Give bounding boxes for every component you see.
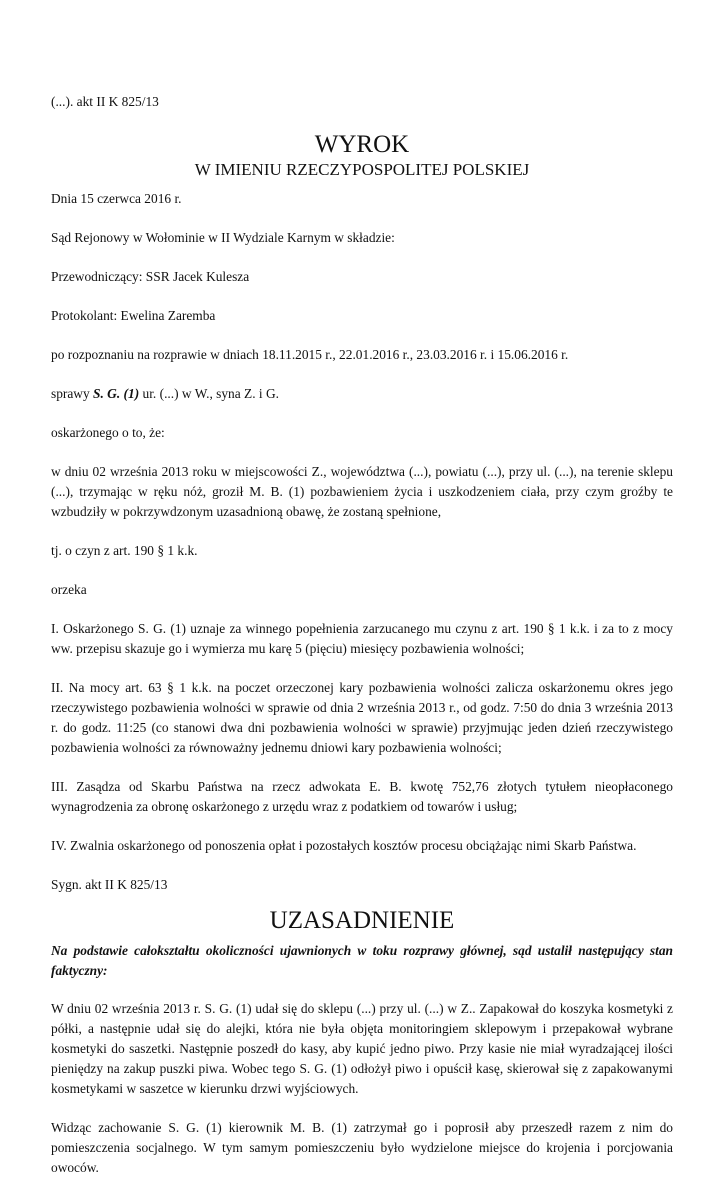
article-line: tj. o czyn z art. 190 § 1 k.k.: [51, 543, 198, 558]
case-suffix: ur. (...) w W., syna Z. i G.: [139, 386, 280, 401]
charge-text: w dniu 02 września 2013 roku w miejscowości Z., województwa (...), powiatu (...), przy ul. (...), na terenie sklepu (...), trzymając w ręku nóż, groził M. B. (1) pozbawieniem życia i uszkodzeniem ciała, przy czym groźby te wzbudziły w pokrzywdzonym uzasadnioną obawę, że zostaną spełnione,: [51, 464, 673, 519]
justification-title: UZASADNIENIE: [269, 907, 455, 934]
ruling-point: II. Na mocy art. 63 § 1 k.k. na poczet orzeczonej kary pozbawienia wolności zalicza oskarżonemu okres jego rzeczywistego pozbawienia wolności w sprawie od dnia 2 września 2013 r., od godz. 7:50 do dnia 3 września 2013 r. do godz. 11:25 (co stanowi dwa dni pozbawienia wolności w sprawie) przyjmując jeden dzień rzeczywistego pozbawienia wolności za równoważny jednemu dniowi kary pozbawienia wolności;: [51, 680, 673, 755]
judgment-date: Dnia 15 czerwca 2016 r.: [51, 191, 182, 206]
document-page: [51, 92, 673, 1178]
accused-name: S. G. (1): [93, 386, 140, 401]
judgment-title: WYROK: [314, 131, 410, 158]
justification-intro: Na podstawie całokształtu okoliczności ujawnionych w toku rozprawy głównej, sąd ustalił następujący stan faktyczny:: [51, 943, 673, 978]
justification-paragraph: W dniu 02 września 2013 r. S. G. (1) udał się do sklepu (...) przy ul. (...) w Z.. Zapakował do koszyka kosmetyki z półki, a następnie udał się do alejki, która nie była objęta monitoringiem sklepowym i przepakował wybrane kosmetyki do saszetki. Następnie poszedł do kasy, aby kupić jedno piwo. Przy kasie nie miał wyradzającej ilości pieniędzy na zakup puszki piwa. Wobec tego S. G. (1) odłożył piwo i opuścił kasę, skierował się z zapakowanymi kosmetykami w saszetce w kierunku drzwi wyjściowych.: [51, 1001, 673, 1096]
accused-line: oskarżonego o to, że:: [51, 425, 165, 440]
case-reference: (...). akt II K 825/13: [51, 94, 159, 109]
ruling-point: IV. Zwalnia oskarżonego od ponoszenia opłat i pozostałych kosztów procesu obciążając nimi Skarb Państwa.: [51, 838, 637, 853]
presiding-judge: Przewodniczący: SSR Jacek Kulesza: [51, 269, 250, 284]
signature-line: Sygn. akt II K 825/13: [51, 877, 168, 892]
case-line: [51, 384, 673, 404]
ruling-word: orzeka: [51, 582, 87, 597]
case-prefix: sprawy: [51, 386, 94, 401]
justification-paragraph: Widząc zachowanie S. G. (1) kierownik M. B. (1) zatrzymał go i poprosił aby przeszedł razem z nim do pomieszczenia socjalnego. W tym samym pomieszczeniu było wydzielone miejsce do krojenia i porcjowania owoców.: [51, 1120, 673, 1175]
court-composition: Sąd Rejonowy w Wołominie w II Wydziale Karnym w składzie:: [51, 230, 395, 245]
judgment-subtitle: W IMIENIU RZECZYPOSPOLITEJ POLSKIEJ: [194, 160, 530, 179]
hearing-dates: po rozpoznaniu na rozprawie w dniach 18.11.2015 r., 22.01.2016 r., 23.03.2016 r. i 15.06.2016 r.: [51, 347, 569, 362]
court-recorder: Protokolant: Ewelina Zaremba: [51, 308, 216, 323]
ruling-point: I. Oskarżonego S. G. (1) uznaje za winnego popełnienia zarzucanego mu czynu z art. 190 § 1 k.k. i za to z mocy ww. przepisu skazuje go i wymierza mu karę 5 (pięciu) miesięcy pozbawienia wolności;: [51, 621, 673, 656]
ruling-point: III. Zasądza od Skarbu Państwa na rzecz adwokata E. B. kwotę 752,76 złotych tytułem nieopłaconego wynagrodzenia za obronę oskarżonego z urzędu wraz z podatkiem od towarów i usług;: [51, 779, 673, 814]
